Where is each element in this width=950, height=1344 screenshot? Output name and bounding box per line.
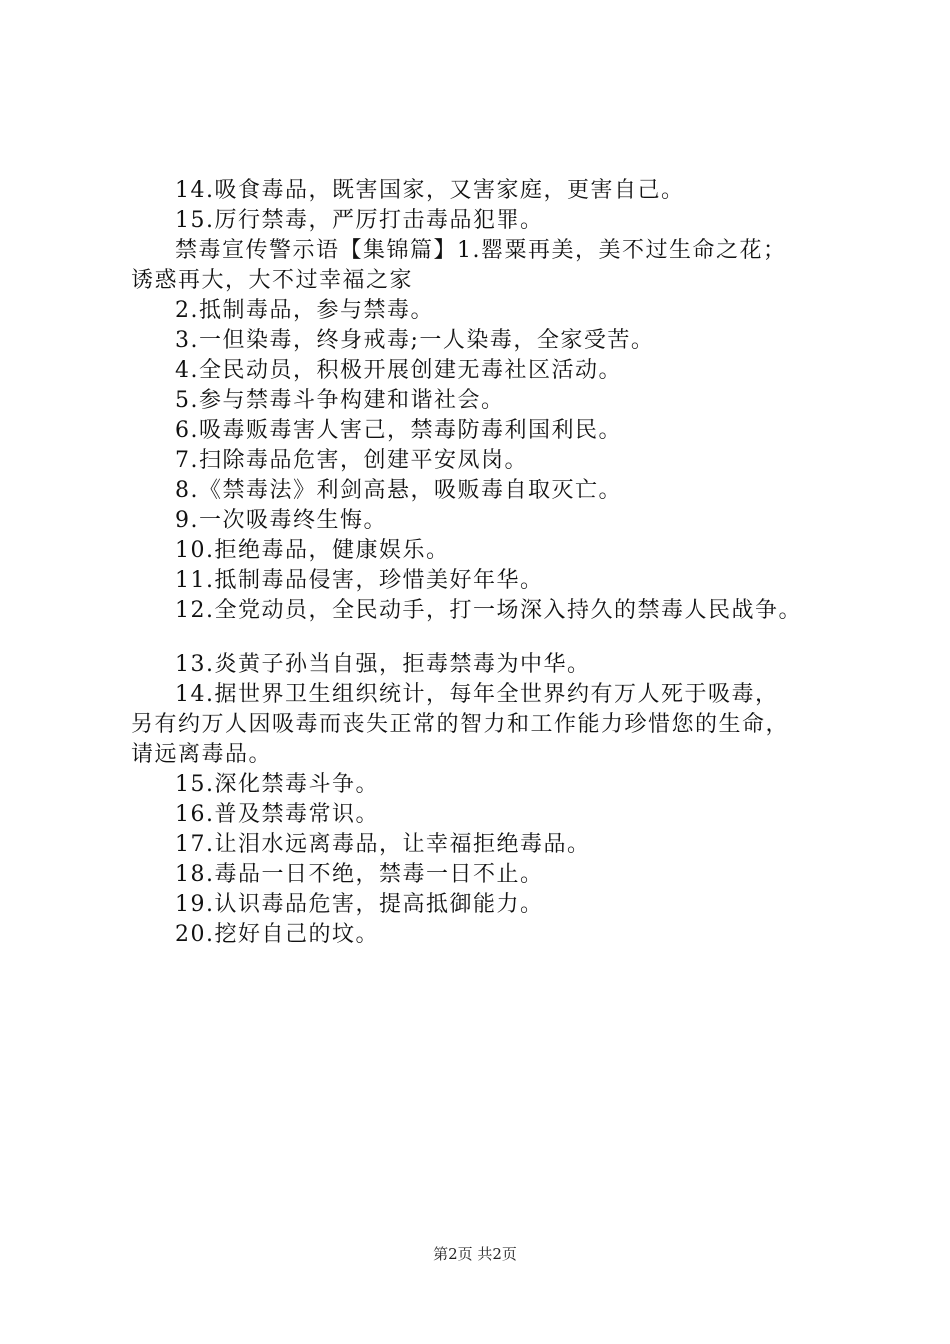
slogan-line: 14.吸食毒品，既害国家，又害家庭，更害自己。: [175, 178, 685, 203]
slogan-continuation-line: 诱惑再大，大不过幸福之家: [131, 268, 414, 293]
slogan-line: 2.抵制毒品，参与禁毒。: [175, 298, 434, 323]
slogan-line: 9.一次吸毒终生悔。: [175, 508, 387, 533]
slogan-line: 8.《禁毒法》利剑高悬，吸贩毒自取灭亡。: [175, 478, 622, 503]
slogan-line: 17.让泪水远离毒品，让幸福拒绝毒品。: [175, 832, 591, 857]
slogan-line: 4.全民动员，积极开展创建无毒社区活动。: [175, 358, 622, 383]
section-heading-line: 禁毒宣传警示语【集锦篇】1.罂粟再美，美不过生命之花；: [175, 238, 787, 263]
slogan-line: 16.普及禁毒常识。: [175, 802, 379, 827]
slogan-line: 15.厉行禁毒，严厉打击毒品犯罪。: [175, 208, 544, 233]
slogan-line: 15.深化禁毒斗争。: [175, 772, 379, 797]
slogan-line: 14.据世界卫生组织统计，每年全世界约有万人死于吸毒，: [175, 682, 779, 707]
slogan-line: 5.参与禁毒斗争构建和谐社会。: [175, 388, 505, 413]
slogan-continuation-line: 另有约万人因吸毒而丧失正常的智力和工作能力珍惜您的生命，: [131, 712, 790, 737]
slogan-line: 11.抵制毒品侵害，珍惜美好年华。: [175, 568, 544, 593]
slogan-continuation-line: 请远离毒品。: [131, 742, 273, 767]
slogan-line: 7.扫除毒品危害，创建平安凤岗。: [175, 448, 528, 473]
slogan-line: 12.全党动员，全民动手，打一场深入持久的禁毒人民战争。: [175, 598, 802, 623]
slogan-line: 10.拒绝毒品，健康娱乐。: [175, 538, 450, 563]
slogan-line: 13.炎黄子孙当自强，拒毒禁毒为中华。: [175, 652, 591, 677]
paragraph-gap: [131, 626, 861, 650]
slogan-line: 3.一但染毒，终身戒毒;一人染毒，全家受苦。: [175, 328, 655, 353]
slogan-line: 20.挖好自己的坟。: [175, 922, 379, 947]
page-number-footer: 第2页 共2页: [433, 1245, 517, 1263]
slogan-line: 6.吸毒贩毒害人害己，禁毒防毒利国利民。: [175, 418, 622, 443]
slogan-line: 18.毒品一日不绝，禁毒一日不止。: [175, 862, 544, 887]
document-body: [131, 176, 861, 950]
slogan-line: 19.认识毒品危害，提高抵御能力。: [175, 892, 544, 917]
